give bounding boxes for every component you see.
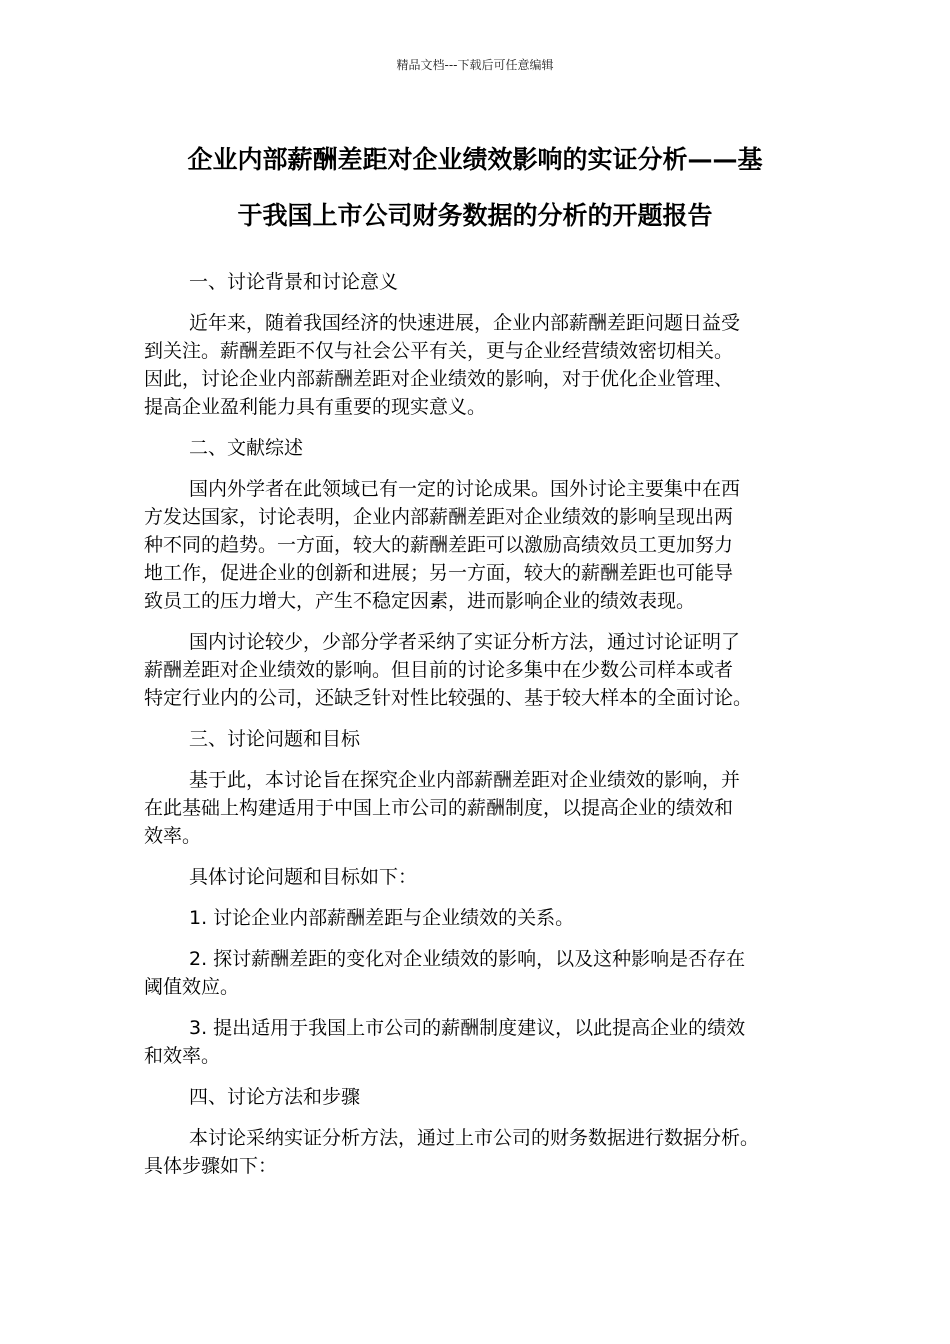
text-line: 提高企业盈利能力具有重要的现实意义。 <box>144 396 487 418</box>
text-line: 国内讨论较少，少部分学者采纳了实证分析方法，通过讨论证明了 <box>189 631 741 653</box>
body-paragraph <box>144 475 804 615</box>
text-line: 具体讨论问题和目标如下： <box>189 866 418 888</box>
body-paragraph <box>144 1124 804 1180</box>
body-paragraph <box>144 309 804 421</box>
title-line-1: 企业内部薪酬差距对企业绩效影响的实证分析——基 <box>187 145 763 174</box>
text-line: 三、讨论问题和目标 <box>189 728 361 750</box>
section-heading <box>144 434 804 462</box>
text-line: 本讨论采纳实证分析方法，通过上市公司的财务数据进行数据分析。 <box>189 1127 760 1149</box>
text-line: 地工作，促进企业的创新和进展；另一方面，较大的薪酬差距也可能导 <box>144 562 734 584</box>
body-paragraph <box>144 628 804 712</box>
text-line: 致员工的压力增大，产生不稳定因素，进而影响企业的绩效表现。 <box>144 590 696 612</box>
text-line: 一、讨论背景和讨论意义 <box>189 271 399 293</box>
text-line: 特定行业内的公司，还缺乏针对性比较强的、基于较大样本的全面讨论。 <box>144 687 753 709</box>
text-line: 2. 探讨薪酬差距的变化对企业绩效的影响，以及这种影响是否存在 <box>189 948 746 970</box>
document-body <box>144 268 804 1193</box>
text-line: 方发达国家，讨论表明，企业内部薪酬差距对企业绩效的影响呈现出两 <box>144 506 734 528</box>
text-line: 种不同的趋势。一方面，较大的薪酬差距可以激励高绩效员工更加努力 <box>144 534 734 556</box>
page-header-note: 精品文档---下载后可任意编辑 <box>396 58 554 72</box>
text-line: 效率。 <box>144 825 202 847</box>
text-line: 阈值效应。 <box>144 976 240 998</box>
section-heading <box>144 1083 804 1111</box>
text-line: 二、文献综述 <box>189 437 304 459</box>
title-line-2: 于我国上市公司财务数据的分析的开题报告 <box>237 201 713 230</box>
text-line: 和效率。 <box>144 1045 221 1067</box>
section-heading <box>144 268 804 296</box>
document-title <box>140 132 810 244</box>
text-line: 因此，讨论企业内部薪酬差距对企业绩效的影响，对于优化企业管理、 <box>144 368 734 390</box>
body-paragraph <box>144 766 804 850</box>
text-line: 在此基础上构建适用于中国上市公司的薪酬制度，以提高企业的绩效和 <box>144 797 734 819</box>
text-line: 薪酬差距对企业绩效的影响。但目前的讨论多集中在少数公司样本或者 <box>144 659 734 681</box>
text-line: 国内外学者在此领域已有一定的讨论成果。国外讨论主要集中在西 <box>189 478 741 500</box>
text-line: 3. 提出适用于我国上市公司的薪酬制度建议，以此提高企业的绩效 <box>189 1017 746 1039</box>
body-paragraph <box>144 904 804 932</box>
text-line: 近年来，随着我国经济的快速进展，企业内部薪酬差距问题日益受 <box>189 312 741 334</box>
body-paragraph <box>144 945 804 1001</box>
section-heading <box>144 725 804 753</box>
text-line: 基于此，本讨论旨在探究企业内部薪酬差距对企业绩效的影响，并 <box>189 769 741 791</box>
text-line: 具体步骤如下： <box>144 1155 278 1177</box>
text-line: 到关注。薪酬差距不仅与社会公平有关，更与企业经营绩效密切相关。 <box>144 340 734 362</box>
text-line: 1. 讨论企业内部薪酬差距与企业绩效的关系。 <box>189 907 575 929</box>
body-paragraph <box>144 1014 804 1070</box>
text-line: 四、讨论方法和步骤 <box>189 1086 361 1108</box>
body-paragraph <box>144 863 804 891</box>
